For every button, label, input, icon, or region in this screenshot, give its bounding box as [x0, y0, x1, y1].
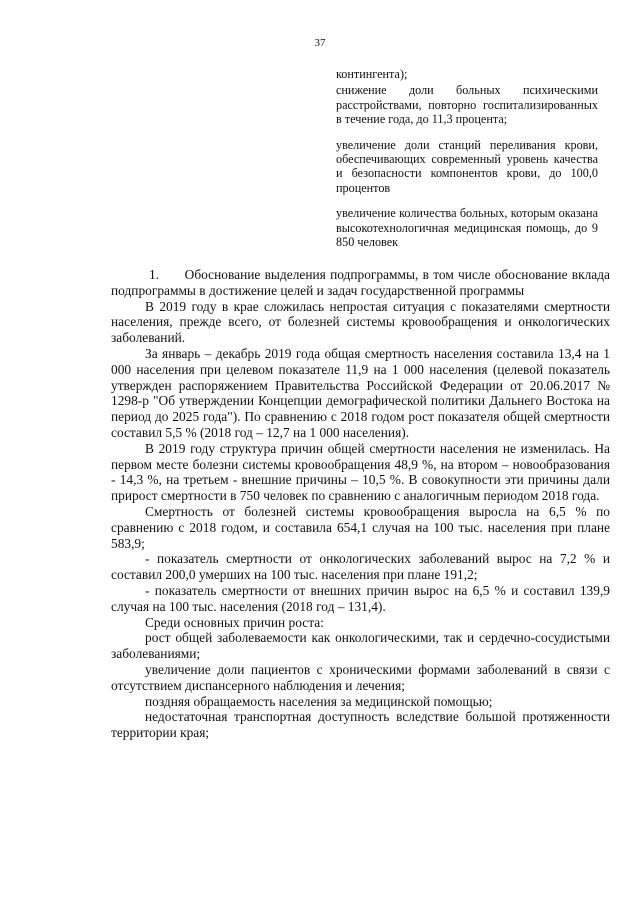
paragraph-1: В 2019 году в крае сложилась непростая ситуация с показателями смертности населения, прежде всего, от болезней системы кровообращения и онкологических заболеваний.: [111, 298, 610, 346]
paragraph-2: За январь – декабрь 2019 года общая смертность населения составила 13,4 на 1 000 населения при целевом показателе 11,9 на 1 000 населения (целевой показатель утвержден распоряжением Правительства Российской Федерации от 20.06.2017 № 1298-р "Об утверждении Концепции демографической политики Дальнего Востока на период до 2025 года"). По сравнению с 2018 годом рост показателя общей смертности составил 5,5 % (2018 год – 12,7 на 1 000 населения).: [111, 345, 610, 440]
paragraph-4: Смертность от болезней системы кровообращения выросла на 6,5 % по сравнению с 2018 годом, и составила 654,1 случая на 100 тыс. населения при плане 583,9;: [111, 503, 610, 551]
main-text: [111, 267, 614, 741]
paragraph-5: - показатель смертности от онкологических заболеваний вырос на 7,2 % и составил 200,0 умерших на 100 тыс. населения при плане 191,2;: [111, 551, 610, 583]
page-number: 37: [314, 37, 326, 49]
section-heading: 1. Обоснование выделения подпрограммы, в том числе обоснование вклада подпрограммы в достижение целей и задач государственной программы: [111, 267, 614, 298]
paragraph-9: увеличение доли пациентов с хроническими формами заболеваний в связи с отсутствием диспансерного наблюдения и лечения;: [111, 661, 610, 693]
right-item-contingent: контингента);: [336, 67, 408, 81]
paragraph-6: - показатель смертности от внешних причин вырос на 6,5 % и составил 139,9 случая на 100 тыс. населения (2018 год – 131,4).: [111, 582, 610, 614]
right-item-high-tech-care: увеличение количества больных, которым оказана высокотехнологичная медицинская помощь, до 9 850 человек: [336, 206, 598, 250]
paragraph-7: Среди основных причин роста:: [145, 614, 324, 630]
right-item-blood-stations: увеличение доли станций переливания крови, обеспечивающих современный уровень качества и безопасности компонентов крови, до 100,0 процентов: [336, 137, 598, 195]
paragraph-8: рост общей заболеваемости как онкологическими, так и сердечно-сосудистыми заболеваниями;: [111, 630, 610, 662]
paragraph-10: поздняя обращаемость населения за медицинской помощью;: [145, 693, 493, 709]
paragraph-11: недостаточная транспортная доступность вследствие большой протяженности территории края;: [111, 709, 610, 741]
paragraph-3: В 2019 году структура причин общей смертности населения не изменилась. На первом месте болезни системы кровообращения 48,9 %, на втором – новообразования - 14,3 %, на третьем - внешние причины – 10,5 %. В совокупности эти причины дали прирост смертности в 750 человек по сравнению с аналогичным периодом 2018 года.: [111, 440, 610, 504]
right-item-psychiatric: снижение доли больных психическими расстройствами, повторно госпитализированных в течение года, до 11,3 процента;: [336, 83, 598, 127]
right-column: [336, 67, 598, 249]
